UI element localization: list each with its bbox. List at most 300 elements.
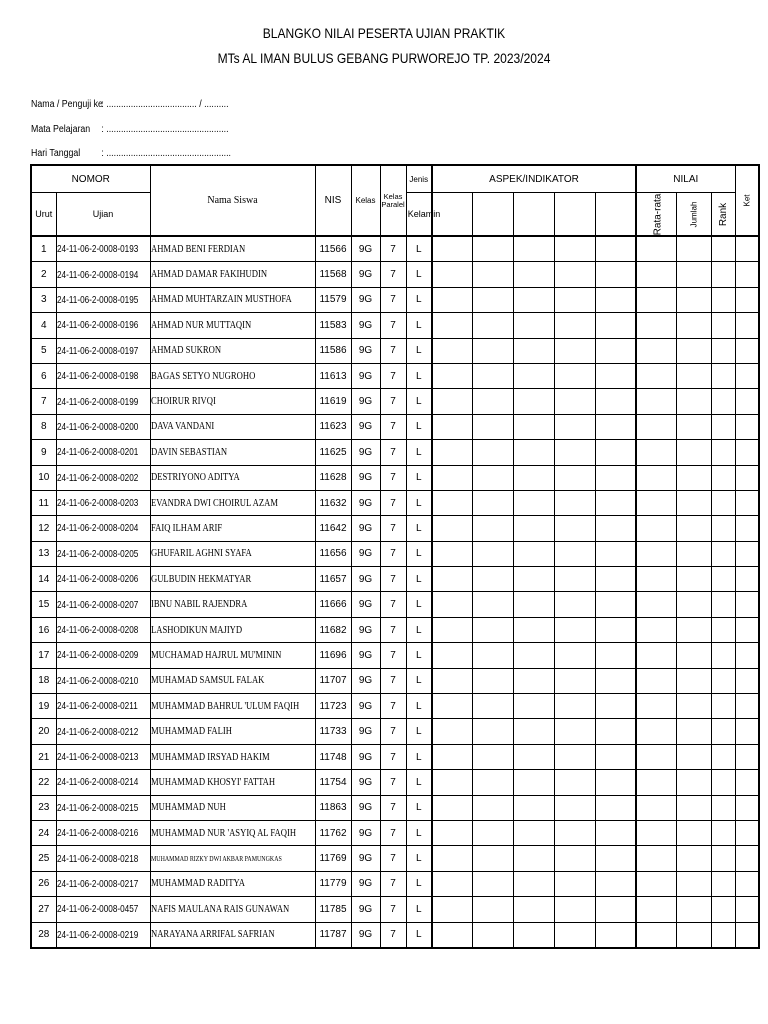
rank-cell[interactable] <box>711 592 735 617</box>
row-nama-siswa: AHMAD MUHTARZAIN MUSTHOFA <box>150 287 315 312</box>
aspek-score-cell[interactable] <box>554 922 595 948</box>
rata-cell[interactable] <box>636 719 676 744</box>
row-nama-siswa: CHOIRUR RIVQI <box>150 389 315 414</box>
row-urut: 27 <box>31 897 56 922</box>
jumlah-cell[interactable] <box>676 592 711 617</box>
rata-cell[interactable] <box>636 338 676 363</box>
aspek-score-cell[interactable] <box>472 617 513 642</box>
aspek-score-cell[interactable] <box>513 465 554 490</box>
rank-cell[interactable] <box>711 897 735 922</box>
aspek-score-cell[interactable] <box>472 770 513 795</box>
jumlah-cell[interactable] <box>676 922 711 948</box>
row-nis: 11642 <box>315 516 351 541</box>
aspek-score-cell[interactable] <box>432 313 472 338</box>
aspek-score-cell[interactable] <box>554 490 595 515</box>
aspek-score-cell[interactable] <box>432 897 472 922</box>
rank-cell[interactable] <box>711 440 735 465</box>
ket-cell[interactable] <box>735 719 759 744</box>
row-nomor-ujian: 24-11-06-2-0008-0204 <box>56 516 150 541</box>
aspek-score-cell[interactable] <box>554 440 595 465</box>
ket-cell[interactable] <box>735 440 759 465</box>
rank-cell[interactable] <box>711 262 735 287</box>
aspek-score-cell[interactable] <box>554 516 595 541</box>
aspek-score-cell[interactable] <box>554 414 595 439</box>
aspek-score-cell[interactable] <box>595 820 636 845</box>
aspek-score-cell[interactable] <box>472 541 513 566</box>
jumlah-cell[interactable] <box>676 414 711 439</box>
aspek-score-cell[interactable] <box>595 389 636 414</box>
jumlah-cell[interactable] <box>676 617 711 642</box>
jumlah-cell[interactable] <box>676 440 711 465</box>
row-kelas-paralel: 7 <box>380 719 406 744</box>
ket-cell[interactable] <box>735 871 759 896</box>
row-kelas: 9G <box>351 516 380 541</box>
aspek-score-cell[interactable] <box>432 567 472 592</box>
aspek-score-cell[interactable] <box>472 440 513 465</box>
aspek-score-cell[interactable] <box>554 262 595 287</box>
aspek-score-cell[interactable] <box>513 490 554 515</box>
ket-cell[interactable] <box>735 643 759 668</box>
aspek-score-cell[interactable] <box>595 363 636 388</box>
aspek-score-cell[interactable] <box>595 744 636 769</box>
aspek-score-cell[interactable] <box>432 440 472 465</box>
rank-cell[interactable] <box>711 846 735 871</box>
rank-cell[interactable] <box>711 287 735 312</box>
row-jenis-kelamin: L <box>406 440 432 465</box>
aspek-score-cell[interactable] <box>432 363 472 388</box>
aspek-score-cell[interactable] <box>513 414 554 439</box>
aspek-score-cell[interactable] <box>554 795 595 820</box>
aspek-score-cell[interactable] <box>432 465 472 490</box>
row-nis: 11619 <box>315 389 351 414</box>
aspek-score-cell[interactable] <box>432 617 472 642</box>
aspek-score-cell[interactable] <box>595 643 636 668</box>
aspek-score-cell[interactable] <box>513 871 554 896</box>
aspek-score-cell[interactable] <box>432 389 472 414</box>
aspek-score-cell[interactable] <box>513 592 554 617</box>
aspek-score-cell[interactable] <box>513 287 554 312</box>
aspek-score-cell[interactable] <box>595 897 636 922</box>
rata-cell[interactable] <box>636 592 676 617</box>
jumlah-cell[interactable] <box>676 719 711 744</box>
aspek-score-cell[interactable] <box>595 567 636 592</box>
rank-cell[interactable] <box>711 338 735 363</box>
jumlah-cell[interactable] <box>676 465 711 490</box>
rank-cell[interactable] <box>711 820 735 845</box>
jumlah-cell[interactable] <box>676 694 711 719</box>
rata-cell[interactable] <box>636 846 676 871</box>
aspek-score-cell[interactable] <box>554 820 595 845</box>
row-urut: 16 <box>31 617 56 642</box>
rank-cell[interactable] <box>711 313 735 338</box>
rata-cell[interactable] <box>636 440 676 465</box>
row-urut: 25 <box>31 846 56 871</box>
row-kelas-paralel: 7 <box>380 643 406 668</box>
aspek-score-cell[interactable] <box>513 389 554 414</box>
jumlah-cell[interactable] <box>676 897 711 922</box>
aspek-score-cell[interactable] <box>595 338 636 363</box>
aspek-score-cell[interactable] <box>513 719 554 744</box>
rata-cell[interactable] <box>636 389 676 414</box>
aspek-score-cell[interactable] <box>472 744 513 769</box>
row-nama-siswa: AHMAD BENI FERDIAN <box>150 236 315 262</box>
aspek-score-cell[interactable] <box>554 617 595 642</box>
jumlah-cell[interactable] <box>676 287 711 312</box>
aspek-score-cell[interactable] <box>472 490 513 515</box>
row-nomor-ujian: 24-11-06-2-0008-0457 <box>56 897 150 922</box>
rata-cell[interactable] <box>636 490 676 515</box>
jumlah-cell[interactable] <box>676 668 711 693</box>
aspek-score-cell[interactable] <box>432 592 472 617</box>
jumlah-cell[interactable] <box>676 820 711 845</box>
aspek-score-cell[interactable] <box>432 490 472 515</box>
aspek-score-cell[interactable] <box>554 719 595 744</box>
table-row <box>31 897 759 922</box>
row-nis: 11754 <box>315 770 351 795</box>
aspek-score-cell[interactable] <box>554 897 595 922</box>
row-nama-siswa: LASHODIKUN MAJIYD <box>150 617 315 642</box>
aspek-score-cell[interactable] <box>432 668 472 693</box>
aspek-score-cell[interactable] <box>472 719 513 744</box>
rata-cell[interactable] <box>636 516 676 541</box>
jumlah-cell[interactable] <box>676 744 711 769</box>
row-nama-siswa: NARAYANA ARRIFAL SAFRIAN <box>150 922 315 948</box>
ket-cell[interactable] <box>735 516 759 541</box>
ket-cell[interactable] <box>735 313 759 338</box>
row-jenis-kelamin: L <box>406 694 432 719</box>
jumlah-cell[interactable] <box>676 846 711 871</box>
ket-cell[interactable] <box>735 795 759 820</box>
aspek-score-cell[interactable] <box>595 922 636 948</box>
rata-cell[interactable] <box>636 414 676 439</box>
aspek-score-cell[interactable] <box>432 516 472 541</box>
aspek-score-cell[interactable] <box>595 668 636 693</box>
aspek-score-cell[interactable] <box>554 643 595 668</box>
aspek-score-cell[interactable] <box>513 694 554 719</box>
aspek-score-cell[interactable] <box>432 414 472 439</box>
rank-cell[interactable] <box>711 541 735 566</box>
rata-cell[interactable] <box>636 236 676 262</box>
jumlah-cell[interactable] <box>676 770 711 795</box>
aspek-score-cell[interactable] <box>472 516 513 541</box>
aspek-score-cell[interactable] <box>554 770 595 795</box>
rank-cell[interactable] <box>711 719 735 744</box>
aspek-score-cell[interactable] <box>595 846 636 871</box>
aspek-score-cell[interactable] <box>432 541 472 566</box>
aspek-score-cell[interactable] <box>595 236 636 262</box>
rank-cell[interactable] <box>711 516 735 541</box>
rata-cell[interactable] <box>636 262 676 287</box>
ket-cell[interactable] <box>735 465 759 490</box>
rank-cell[interactable] <box>711 744 735 769</box>
aspek-score-cell[interactable] <box>472 313 513 338</box>
jumlah-cell[interactable] <box>676 871 711 896</box>
jumlah-cell[interactable] <box>676 795 711 820</box>
jumlah-cell[interactable] <box>676 516 711 541</box>
row-jenis-kelamin: L <box>406 744 432 769</box>
row-urut: 20 <box>31 719 56 744</box>
aspek-score-cell[interactable] <box>595 770 636 795</box>
aspek-score-cell[interactable] <box>432 871 472 896</box>
row-nomor-ujian: 24-11-06-2-0008-0195 <box>56 287 150 312</box>
table-row <box>31 820 759 845</box>
aspek-score-cell[interactable] <box>472 338 513 363</box>
rank-cell[interactable] <box>711 871 735 896</box>
rata-cell[interactable] <box>636 744 676 769</box>
rata-cell[interactable] <box>636 770 676 795</box>
aspek-score-cell[interactable] <box>554 541 595 566</box>
ket-cell[interactable] <box>735 389 759 414</box>
jumlah-cell[interactable] <box>676 643 711 668</box>
ket-cell[interactable] <box>735 846 759 871</box>
aspek-score-cell[interactable] <box>432 846 472 871</box>
rata-cell[interactable] <box>636 465 676 490</box>
jumlah-cell[interactable] <box>676 490 711 515</box>
aspek-score-cell[interactable] <box>432 795 472 820</box>
aspek-score-cell[interactable] <box>472 389 513 414</box>
rata-cell[interactable] <box>636 871 676 896</box>
rata-cell[interactable] <box>636 363 676 388</box>
rank-cell[interactable] <box>711 922 735 948</box>
jumlah-cell[interactable] <box>676 313 711 338</box>
aspek-score-cell[interactable] <box>595 313 636 338</box>
aspek-score-cell[interactable] <box>472 668 513 693</box>
aspek-score-cell[interactable] <box>432 287 472 312</box>
rank-cell[interactable] <box>711 414 735 439</box>
ket-cell[interactable] <box>735 668 759 693</box>
aspek-score-cell[interactable] <box>513 363 554 388</box>
aspek-score-cell[interactable] <box>595 617 636 642</box>
ket-cell[interactable] <box>735 694 759 719</box>
ket-cell[interactable] <box>735 541 759 566</box>
header-nilai: NILAI <box>636 165 735 193</box>
aspek-score-cell[interactable] <box>472 465 513 490</box>
aspek-score-cell[interactable] <box>595 465 636 490</box>
aspek-score-cell[interactable] <box>554 363 595 388</box>
row-jenis-kelamin: L <box>406 236 432 262</box>
page-title: BLANGKO NILAI PESERTA UJIAN PRAKTIK <box>262 25 506 41</box>
aspek-score-cell[interactable] <box>513 567 554 592</box>
ket-cell[interactable] <box>735 490 759 515</box>
row-urut: 12 <box>31 516 56 541</box>
aspek-score-cell[interactable] <box>595 262 636 287</box>
row-urut: 2 <box>31 262 56 287</box>
aspek-score-cell[interactable] <box>432 262 472 287</box>
header-jenis: Jenis <box>406 165 432 193</box>
aspek-score-cell[interactable] <box>472 820 513 845</box>
jumlah-cell[interactable] <box>676 262 711 287</box>
row-kelas: 9G <box>351 567 380 592</box>
row-nama-siswa: EVANDRA DWI CHOIRUL AZAM <box>150 490 315 515</box>
aspek-score-cell[interactable] <box>432 719 472 744</box>
aspek-score-cell[interactable] <box>554 694 595 719</box>
header-rata: Rata-rata <box>636 193 676 237</box>
ket-cell[interactable] <box>735 338 759 363</box>
aspek-score-cell[interactable] <box>595 414 636 439</box>
aspek-score-cell[interactable] <box>472 262 513 287</box>
aspek-score-cell[interactable] <box>554 465 595 490</box>
aspek-score-cell[interactable] <box>513 846 554 871</box>
header-kelamin: Kelamin <box>406 193 432 237</box>
aspek-score-cell[interactable] <box>595 719 636 744</box>
rata-cell[interactable] <box>636 694 676 719</box>
jumlah-cell[interactable] <box>676 338 711 363</box>
aspek-score-cell[interactable] <box>513 922 554 948</box>
ket-cell[interactable] <box>735 744 759 769</box>
aspek-score-cell[interactable] <box>432 820 472 845</box>
rata-cell[interactable] <box>636 922 676 948</box>
ket-cell[interactable] <box>735 363 759 388</box>
row-jenis-kelamin: L <box>406 795 432 820</box>
aspek-score-cell[interactable] <box>554 592 595 617</box>
aspek-score-cell[interactable] <box>595 694 636 719</box>
rata-cell[interactable] <box>636 668 676 693</box>
aspek-score-cell[interactable] <box>472 592 513 617</box>
jumlah-cell[interactable] <box>676 541 711 566</box>
aspek-score-cell[interactable] <box>513 440 554 465</box>
rata-cell[interactable] <box>636 897 676 922</box>
aspek-score-cell[interactable] <box>432 770 472 795</box>
aspek-score-cell[interactable] <box>513 744 554 769</box>
ket-cell[interactable] <box>735 617 759 642</box>
aspek-score-cell[interactable] <box>472 694 513 719</box>
ket-cell[interactable] <box>735 820 759 845</box>
row-nis: 11748 <box>315 744 351 769</box>
header-nomor: NOMOR <box>31 165 150 193</box>
header-nama: Nama Siswa <box>150 165 315 236</box>
aspek-score-cell[interactable] <box>554 389 595 414</box>
rank-cell[interactable] <box>711 490 735 515</box>
aspek-score-cell[interactable] <box>432 744 472 769</box>
aspek-score-cell[interactable] <box>513 236 554 262</box>
aspek-score-cell[interactable] <box>513 617 554 642</box>
jumlah-cell[interactable] <box>676 567 711 592</box>
aspek-score-cell[interactable] <box>513 668 554 693</box>
aspek-score-cell[interactable] <box>513 516 554 541</box>
row-nis: 11696 <box>315 643 351 668</box>
aspek-score-cell[interactable] <box>595 541 636 566</box>
rata-cell[interactable] <box>636 643 676 668</box>
rata-cell[interactable] <box>636 313 676 338</box>
aspek-score-cell[interactable] <box>472 363 513 388</box>
table-row <box>31 363 759 388</box>
ket-cell[interactable] <box>735 287 759 312</box>
aspek-score-cell[interactable] <box>472 287 513 312</box>
aspek-score-cell[interactable] <box>513 338 554 363</box>
aspek-score-cell[interactable] <box>554 871 595 896</box>
row-nis: 11785 <box>315 897 351 922</box>
rank-cell[interactable] <box>711 465 735 490</box>
row-nis: 11787 <box>315 922 351 948</box>
row-nomor-ujian: 24-11-06-2-0008-0202 <box>56 465 150 490</box>
ket-cell[interactable] <box>735 922 759 948</box>
aspek-score-cell[interactable] <box>513 643 554 668</box>
rank-cell[interactable] <box>711 668 735 693</box>
row-jenis-kelamin: L <box>406 541 432 566</box>
jumlah-cell[interactable] <box>676 236 711 262</box>
aspek-score-cell[interactable] <box>432 643 472 668</box>
rank-cell[interactable] <box>711 567 735 592</box>
aspek-score-cell[interactable] <box>554 668 595 693</box>
aspek-score-cell[interactable] <box>554 567 595 592</box>
ket-cell[interactable] <box>735 414 759 439</box>
rata-cell[interactable] <box>636 820 676 845</box>
row-nis: 11682 <box>315 617 351 642</box>
aspek-score-cell[interactable] <box>595 440 636 465</box>
aspek-score-cell[interactable] <box>513 897 554 922</box>
rata-cell[interactable] <box>636 287 676 312</box>
ket-cell[interactable] <box>735 262 759 287</box>
aspek-score-cell[interactable] <box>472 236 513 262</box>
row-nis: 11586 <box>315 338 351 363</box>
aspek-score-cell[interactable] <box>472 871 513 896</box>
rata-cell[interactable] <box>636 541 676 566</box>
rank-cell[interactable] <box>711 389 735 414</box>
rank-cell[interactable] <box>711 770 735 795</box>
aspek-score-cell[interactable] <box>513 262 554 287</box>
ket-cell[interactable] <box>735 567 759 592</box>
rank-cell[interactable] <box>711 643 735 668</box>
rank-cell[interactable] <box>711 236 735 262</box>
aspek-score-cell[interactable] <box>472 567 513 592</box>
aspek-score-cell[interactable] <box>554 236 595 262</box>
aspek-score-cell[interactable] <box>554 313 595 338</box>
rata-cell[interactable] <box>636 795 676 820</box>
aspek-score-cell[interactable] <box>554 846 595 871</box>
table-row <box>31 465 759 490</box>
rank-cell[interactable] <box>711 795 735 820</box>
aspek-score-cell[interactable] <box>595 490 636 515</box>
aspek-score-cell[interactable] <box>472 846 513 871</box>
aspek-score-cell[interactable] <box>595 516 636 541</box>
aspek-score-cell[interactable] <box>554 287 595 312</box>
aspek-score-cell[interactable] <box>432 922 472 948</box>
rata-cell[interactable] <box>636 617 676 642</box>
aspek-score-cell[interactable] <box>472 795 513 820</box>
aspek-score-cell[interactable] <box>472 897 513 922</box>
ket-cell[interactable] <box>735 236 759 262</box>
rank-cell[interactable] <box>711 363 735 388</box>
aspek-score-cell[interactable] <box>432 338 472 363</box>
jumlah-cell[interactable] <box>676 389 711 414</box>
aspek-score-cell[interactable] <box>432 236 472 262</box>
aspek-score-cell[interactable] <box>554 744 595 769</box>
ket-cell[interactable] <box>735 770 759 795</box>
aspek-score-cell[interactable] <box>513 770 554 795</box>
aspek-score-cell[interactable] <box>513 795 554 820</box>
aspek-score-cell[interactable] <box>472 922 513 948</box>
aspek-score-cell[interactable] <box>595 871 636 896</box>
rank-cell[interactable] <box>711 617 735 642</box>
ket-cell[interactable] <box>735 592 759 617</box>
aspek-score-cell[interactable] <box>513 541 554 566</box>
aspek-score-cell[interactable] <box>432 694 472 719</box>
aspek-score-cell[interactable] <box>554 338 595 363</box>
rank-cell[interactable] <box>711 694 735 719</box>
aspek-score-cell[interactable] <box>472 414 513 439</box>
aspek-score-cell[interactable] <box>513 313 554 338</box>
aspek-score-cell[interactable] <box>513 820 554 845</box>
ket-cell[interactable] <box>735 897 759 922</box>
aspek-score-cell[interactable] <box>595 287 636 312</box>
aspek-score-cell[interactable] <box>472 643 513 668</box>
rata-cell[interactable] <box>636 567 676 592</box>
row-kelas: 9G <box>351 236 380 262</box>
aspek-score-cell[interactable] <box>595 592 636 617</box>
jumlah-cell[interactable] <box>676 363 711 388</box>
row-nis: 11762 <box>315 820 351 845</box>
aspek-score-cell[interactable] <box>595 795 636 820</box>
